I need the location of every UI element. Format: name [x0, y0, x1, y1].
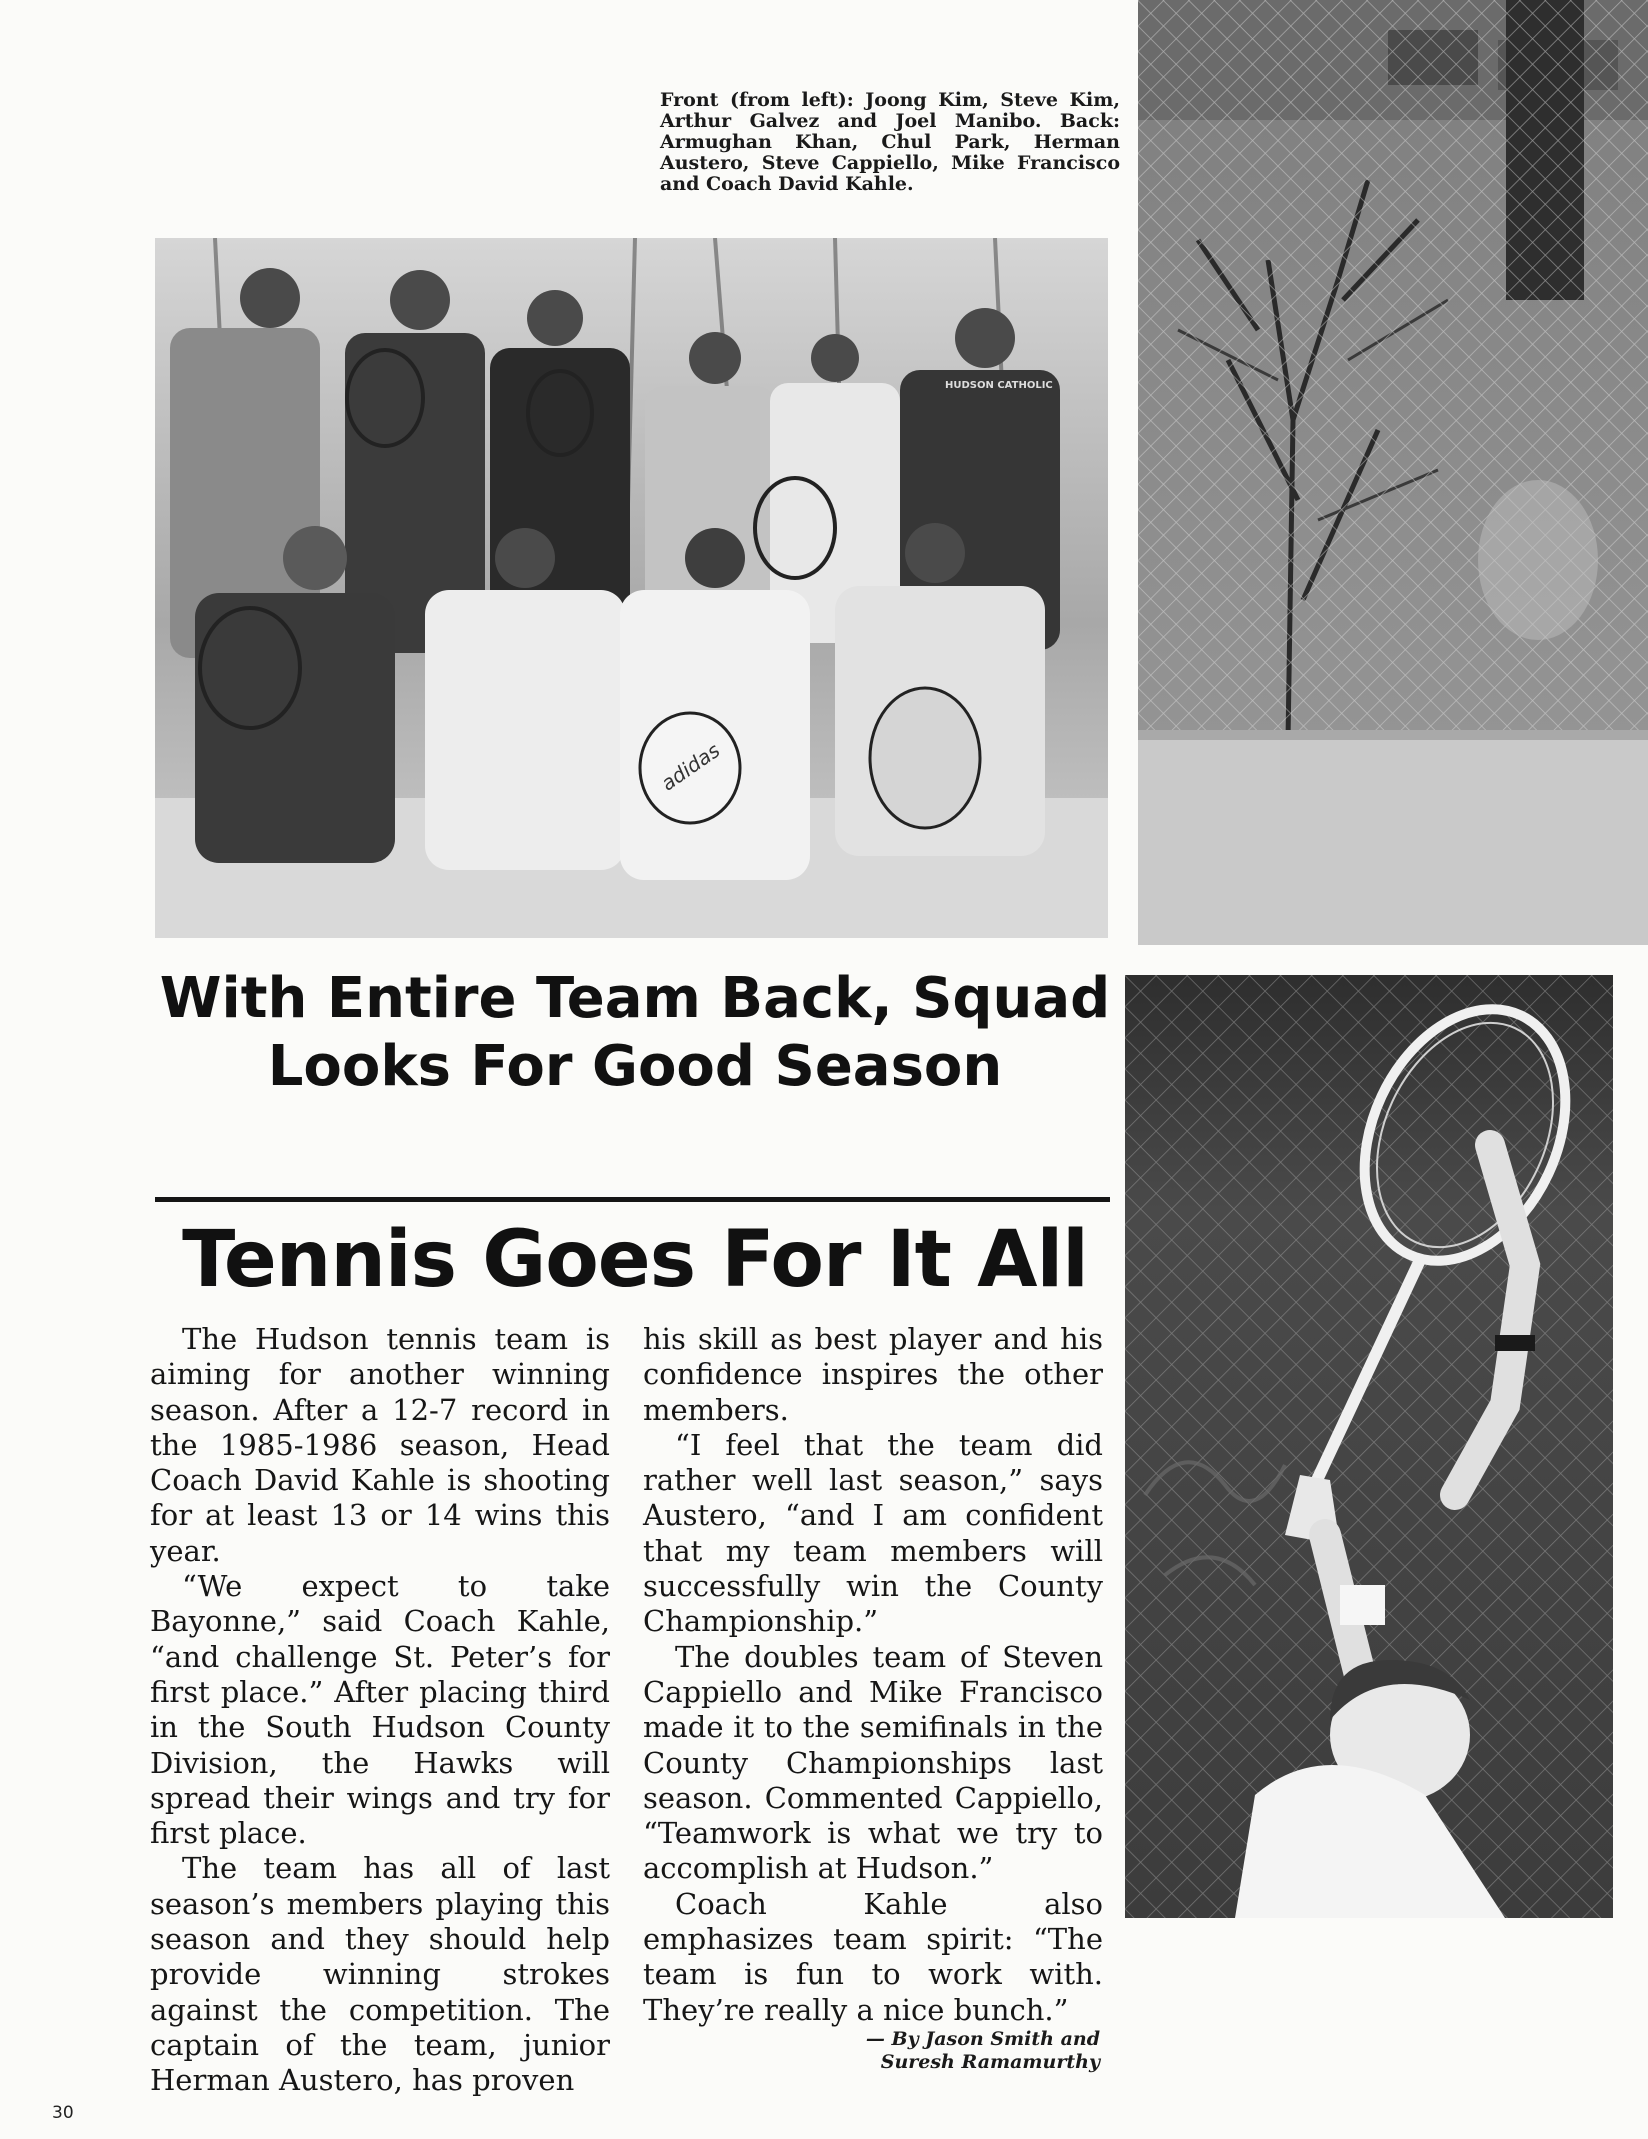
jacket-patch-text: HUDSON CATHOLIC — [945, 380, 1053, 391]
article-paragraph: Coach Kahle also emphasizes team spirit: “The team is fun to work with. They’re really a nice bunch.” — [643, 1886, 1103, 2027]
article-paragraph-continued: his skill as best player and his confidence inspires the other members. — [643, 1322, 1103, 1427]
team-photo — [155, 238, 1108, 938]
photo-caption: Front (from left): Joong Kim, Steve Kim, Arthur Galvez and Joel Manibo. Back: Armughan Khan, Chul Park, Herman Austero, Steve Cappiello, Mike Francisco and Coach David Kahle. — [660, 89, 1120, 195]
article-paragraph: The doubles team of Steven Cappiello and Mike Francisco made it to the semifinals in the County Championships last season. Commented Cappiello, “Teamwork is what we try to accomplish at Hudson.” — [643, 1639, 1103, 1886]
serving-player-photo — [1125, 975, 1613, 1918]
byline — [800, 2028, 1100, 2074]
article-paragraph: The team has all of last season’s members playing this season and they should help provide winning strokes against the competition. The captain of the team, junior Herman Austero, has proven — [150, 1851, 610, 2098]
fence-photo — [1138, 0, 1648, 945]
racket-cover-text: adidas — [656, 738, 725, 796]
byline-line-1: — By Jason Smith and — [865, 2028, 1100, 2050]
article-column-right — [643, 1322, 1103, 2028]
headline-divider — [155, 1197, 1110, 1202]
page-number: 30 — [52, 2103, 74, 2123]
headline: With Entire Team Back, Squad Looks For Good Season — [159, 966, 1111, 1099]
byline-line-2: Suresh Ramamurthy — [880, 2051, 1100, 2073]
article-paragraph: The Hudson tennis team is aiming for another winning season. After a 12-7 record in the 1985-1986 season, Head Coach David Kahle is shooting for at least 13 or 14 wins this year. — [150, 1322, 610, 1568]
article-paragraph: “We expect to take Bayonne,” said Coach Kahle, “and challenge St. Peter’s for first place.” After placing third in the South Hudson County Division, the Hawks will spread their wings and try for first place. — [150, 1569, 610, 1851]
article-title: Tennis Goes For It All — [182, 1215, 1088, 1305]
article-paragraph: “I feel that the team did rather well last season,” says Austero, “and I am confident that my team members will successfully win the County Championship.” — [643, 1427, 1103, 1639]
article-column-left — [150, 1322, 610, 2099]
